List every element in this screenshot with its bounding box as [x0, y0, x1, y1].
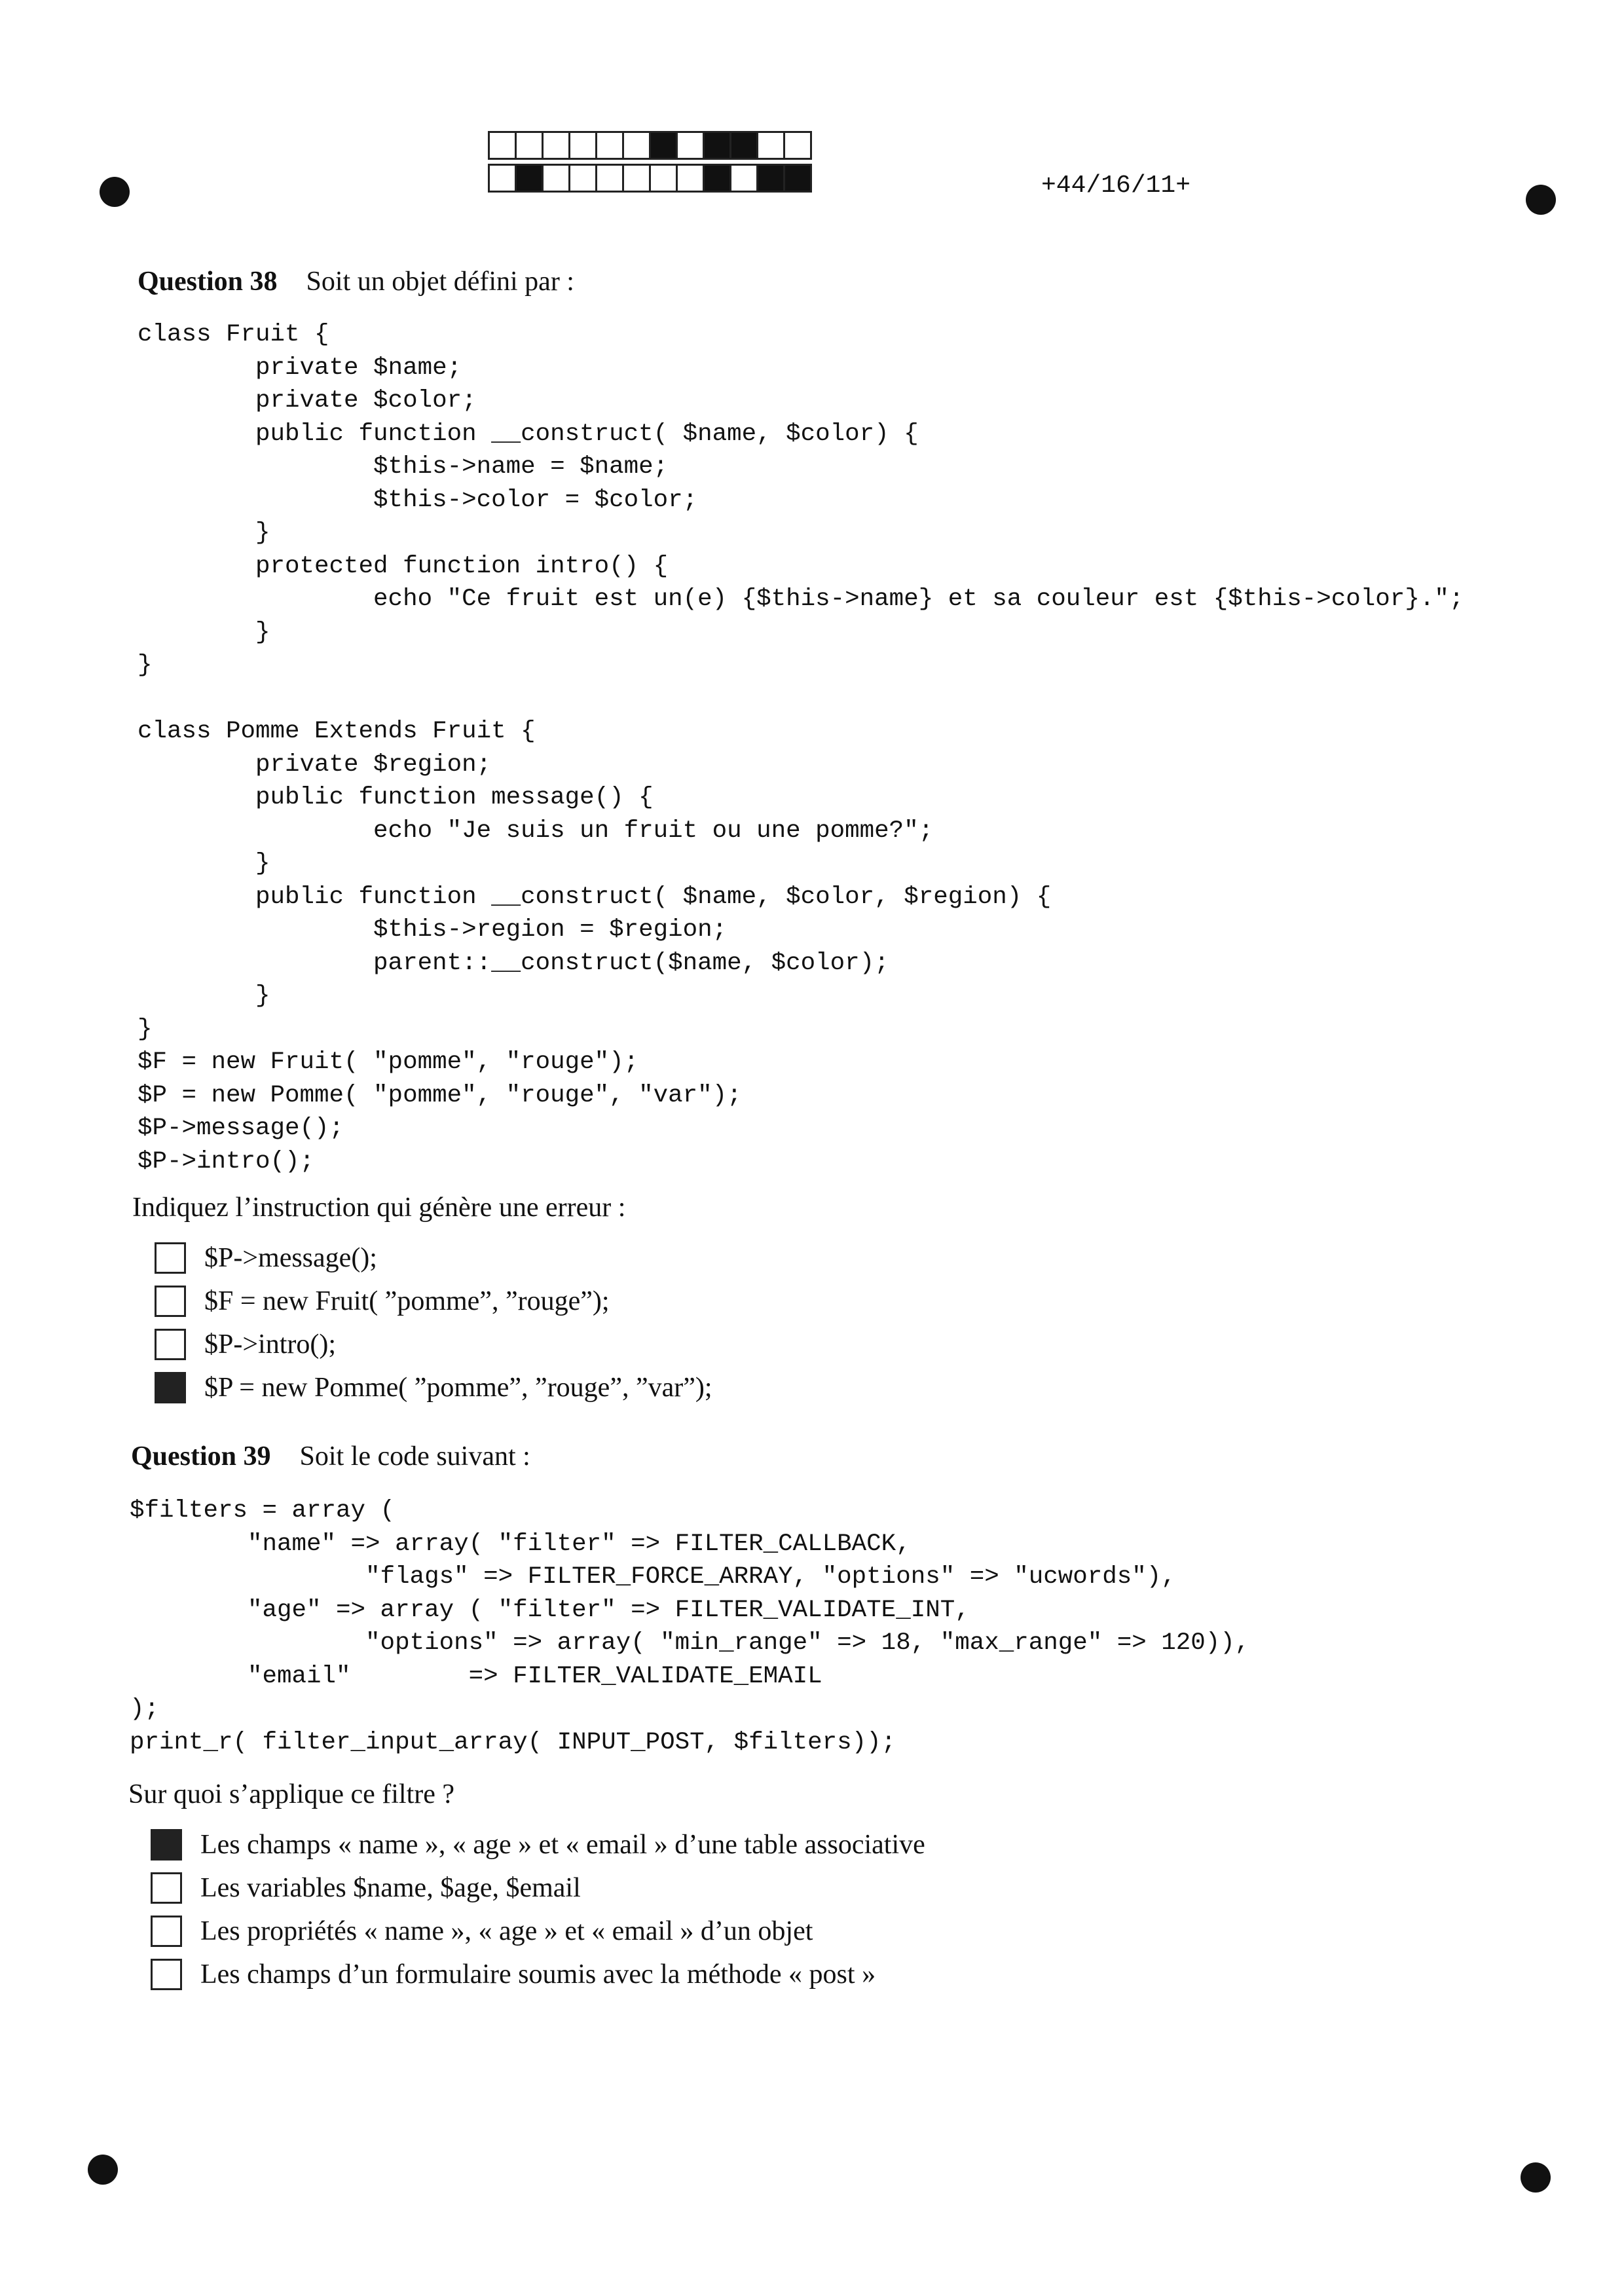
question-38-heading — [138, 266, 574, 297]
answer-label: Les variables $name, $age, $email — [200, 1873, 581, 1903]
barcode-cell — [731, 164, 758, 193]
barcode-cell — [544, 164, 570, 193]
barcode-cell — [544, 131, 570, 160]
question-39-heading — [131, 1441, 530, 1472]
barcode-cell — [488, 131, 517, 160]
answer-option[interactable] — [155, 1236, 712, 1280]
barcode-cell — [597, 131, 624, 160]
answer-checkbox[interactable] — [151, 1916, 182, 1947]
question-38-answers — [155, 1236, 712, 1409]
answer-option[interactable] — [151, 1953, 925, 1996]
question-39-answers — [151, 1823, 925, 1996]
answer-label: $P = new Pomme( ”pomme”, ”rouge”, ”var”); — [204, 1373, 712, 1403]
barcode-cell — [731, 131, 758, 160]
question-38-code: class Fruit { private $name; private $color; public function __construct( $name, $color) { $this->name = $name; $this->color = $color; } protected function intro() { echo "Ce fruit est un(e) {$this->name} et sa couleur est {$this->color}."; } } class Pomme Extends Fruit { private $region; public function message() { echo "Je suis un fruit ou une pomme?"; } public function __construct( $name, $color, $region) { $this->region = $region; parent::__construct($name, $color); } } $F = new Fruit( "pomme", "rouge"); $P = new Pomme( "pomme", "rouge", "var"); $P->message(); $P->intro(); — [138, 321, 1464, 1176]
question-39-label: Question 39 — [131, 1441, 271, 1472]
answer-checkbox[interactable] — [151, 1959, 182, 1990]
barcode-cell — [651, 164, 678, 193]
registration-mark-top-right — [1526, 185, 1556, 215]
answer-option[interactable] — [151, 1866, 925, 1910]
registration-mark-bottom-left — [88, 2155, 118, 2185]
page-code: +44/16/11+ — [1041, 172, 1191, 200]
registration-mark-bottom-right — [1521, 2162, 1551, 2193]
barcode-cell — [651, 131, 678, 160]
barcode-cell — [758, 131, 785, 160]
question-38-title: Soit un objet défini par : — [306, 267, 574, 297]
barcode-cell — [517, 164, 544, 193]
answer-option[interactable] — [151, 1910, 925, 1953]
answer-option[interactable] — [155, 1323, 712, 1366]
barcode-cell — [597, 164, 624, 193]
barcode-cell — [705, 131, 731, 160]
barcode-cell — [678, 131, 705, 160]
question-38-label: Question 38 — [138, 267, 278, 297]
answer-checkbox[interactable] — [155, 1372, 186, 1403]
barcode-cell — [758, 164, 785, 193]
answer-label: Les propriétés « name », « age » et « email » d’un objet — [200, 1916, 813, 1946]
barcode-cell — [624, 164, 651, 193]
answer-label: Les champs d’un formulaire soumis avec la méthode « post » — [200, 1959, 876, 1990]
barcode-cell — [570, 131, 597, 160]
answer-checkbox[interactable] — [155, 1242, 186, 1274]
barcode-cell — [624, 131, 651, 160]
registration-mark-top-left — [100, 177, 130, 207]
answer-checkbox[interactable] — [155, 1286, 186, 1317]
answer-option[interactable] — [155, 1366, 712, 1409]
barcode-cell — [570, 164, 597, 193]
question-39-title: Soit le code suivant : — [299, 1441, 530, 1472]
barcode-cell — [488, 164, 517, 193]
answer-option[interactable] — [151, 1823, 925, 1866]
question-38-prompt: Indiquez l’instruction qui génère une erreur : — [132, 1193, 626, 1223]
barcode-row-2 — [488, 164, 812, 194]
answer-checkbox[interactable] — [151, 1872, 182, 1904]
answer-label: Les champs « name », « age » et « email » d’une table associative — [200, 1830, 925, 1860]
answer-checkbox[interactable] — [155, 1329, 186, 1360]
question-39-code: $filters = array ( "name" => array( "filter" => FILTER_CALLBACK, "flags" => FILTER_FORCE_ARRAY, "options" => "ucwords"), "age" => array ( "filter" => FILTER_VALIDATE_INT, "options" => array( "min_range" => 18, "max_range" => 120)), "email" => FILTER_VALIDATE_EMAIL ); print_r( filter_input_array( INPUT_POST, $filters)); — [130, 1497, 1250, 1756]
answer-checkbox[interactable] — [151, 1829, 182, 1861]
barcode-cell — [517, 131, 544, 160]
barcode-cell — [785, 164, 812, 193]
answer-label: $F = new Fruit( ”pomme”, ”rouge”); — [204, 1286, 610, 1316]
answer-option[interactable] — [155, 1280, 712, 1323]
answer-label: $P->intro(); — [204, 1329, 336, 1360]
barcode-row-1 — [488, 131, 812, 161]
barcode-cell — [785, 131, 812, 160]
answer-label: $P->message(); — [204, 1243, 377, 1273]
barcode-cell — [705, 164, 731, 193]
question-39-prompt: Sur quoi s’applique ce filtre ? — [128, 1779, 455, 1809]
barcode-cell — [678, 164, 705, 193]
